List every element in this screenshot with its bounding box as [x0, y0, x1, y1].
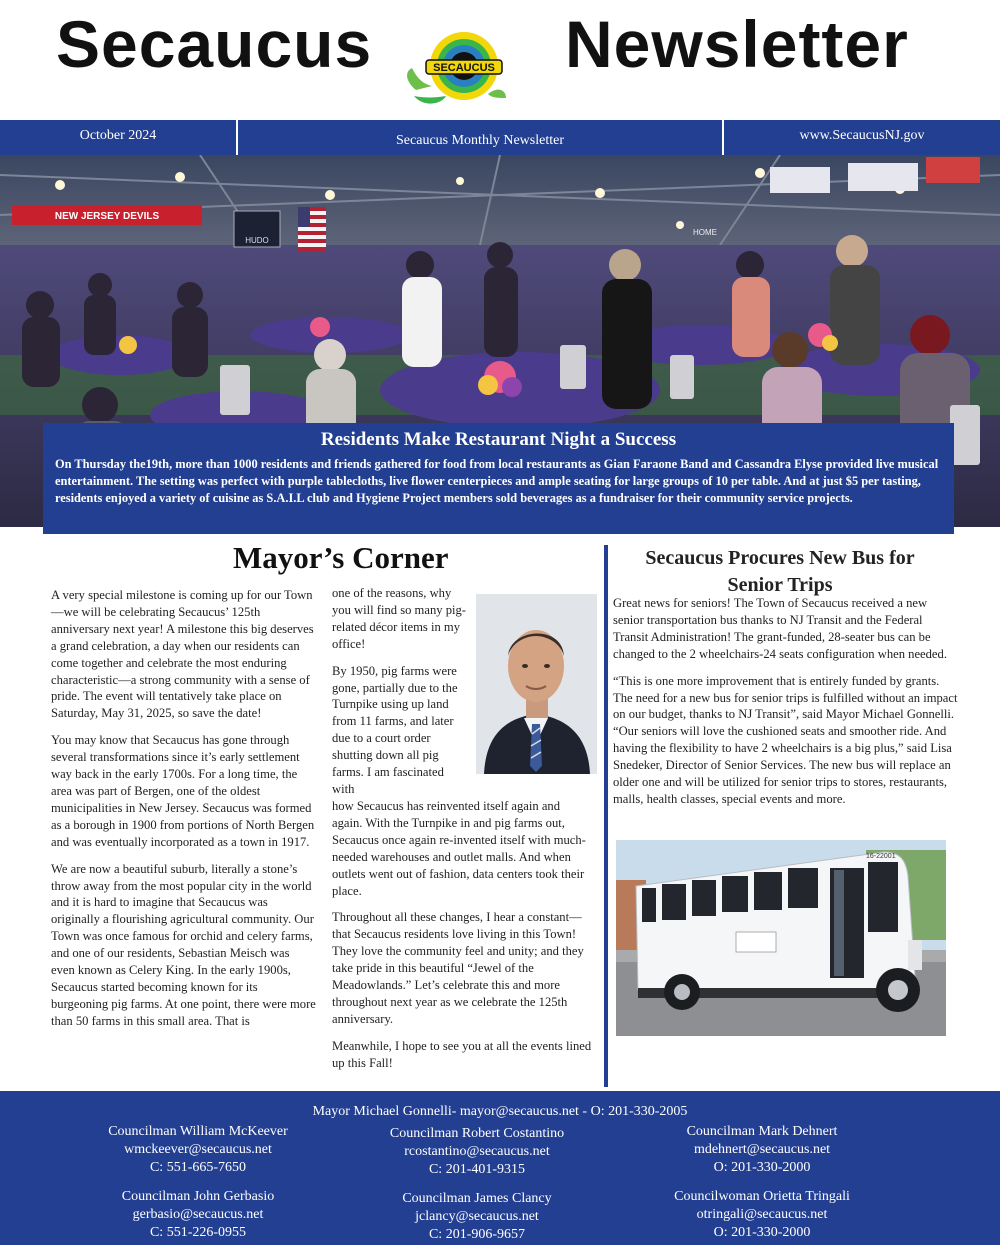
council-phone: C: 551-226-0955 [149, 1225, 247, 1240]
council-name: Councilman Robert Costantino [389, 1126, 565, 1141]
council-contact-clancy [327, 1190, 627, 1244]
council-name: Councilman John Gerbasio [121, 1189, 275, 1204]
bus-article-heading: Secaucus Procures New Bus for Senior Trips [645, 547, 915, 596]
bus-number-text: 16-22001 [866, 853, 896, 860]
masthead-title-right: Newsletter [565, 7, 909, 81]
council-contact-dehnert [612, 1123, 912, 1177]
mayor-paragraph-5: By 1950, pig farms were gone, partially due to the Turnpike using up land from 11 farms, and later due to a court order shutting down all pig farms. I am fascinated with [332, 663, 458, 796]
bus-paragraph-1: Great news for seniors! The Town of Secaucus received a new senior transportation bus thanks to NJ Transit and the Federal Transit Administration! The grant-funded, 28-seater bus can be changed to the 2 wheelchairs-24 seats configuration when needed. [613, 596, 947, 661]
contact-footer [0, 1091, 1000, 1245]
council-phone: O: 201-330-2000 [713, 1160, 811, 1175]
council-contact-costantino [327, 1125, 627, 1179]
mayors-corner-heading: Mayor’s Corner [233, 540, 449, 575]
council-name: Councilman Mark Dehnert [686, 1124, 838, 1139]
mayor-paragraph-1: A very special milestone is coming up for our Town—we will be celebrating Secaucus’ 125th anniversary next year! A milestone this big deserves a grand celebration, a day when our residents can come together and celebrate the most enduring characteristic—a strong community with a sense of pride. The event will tentatively take place on Saturday, May 31, 2025, so save the date! [51, 588, 314, 721]
mayor-paragraph-7: Throughout all these changes, I hear a constant—that Secaucus residents love living in this Town! They love the community feel and unity; and they take pride in this beautiful “Jewel of the Meadowlands.” Let’s celebrate this and more throughout next year as we celebrate the 125th anniversary. [332, 910, 584, 1026]
feature-title: Residents Make Restaurant Night a Success [320, 429, 677, 450]
council-contact-tringali [612, 1188, 912, 1242]
issue-date: October 2024 [0, 120, 238, 155]
council-name: Councilwoman Orietta Tringali [674, 1189, 850, 1204]
mayor-column-2-bottom [332, 798, 592, 1082]
mayor-column-1 [51, 587, 316, 1040]
masthead [0, 0, 1000, 118]
feature-caption-box [43, 423, 954, 534]
council-email[interactable]: wmckeever@secaucus.net [124, 1142, 272, 1157]
council-email[interactable]: otringali@secaucus.net [696, 1207, 828, 1222]
council-name: Councilman James Clancy [402, 1191, 552, 1206]
council-name: Councilman William McKeever [108, 1124, 288, 1139]
feature-body: On Thursday the19th, more than 1000 residents and friends gathered for food from local restaurants as Gian Faraone Band and Cassandra Elyse provided live musical entertainment. The setting was perfect with purple tablecloths, live flower centerpieces and ample seating for large groups of 10 per table. And at just $5 per tasting, residents enjoyed a variety of cuisine as S.A.I.L club and Hygiene Project members sold beverages as a fundraiser for their community service projects. [55, 457, 939, 505]
hudo-sign-text: HUDO [245, 236, 269, 245]
council-email[interactable]: jclancy@secaucus.net [415, 1209, 539, 1224]
bus-article-column [613, 595, 958, 818]
website-link[interactable]: www.SecaucusNJ.gov [799, 127, 925, 143]
council-phone: C: 201-906-9657 [428, 1227, 526, 1242]
mayor-paragraph-6: how Secaucus has reinvented itself again and again. With the Turnpike in and pig farms out, Secaucus once again re-invented itself with much-needed warehouses and outlet malls. And when outlets went out of fashion, data centers took their place. [332, 799, 586, 898]
bus-paragraph-2: “This is one more improvement that is entirely funded by grants. The need for a new bus for senior trips is fulfilled without an impact on our budget, thanks to NJ Transit”, said Mayor Michael Gonnelli. “Our seniors will love the cushioned seats and smoother ride. And having the flexibility to have 2 wheelchairs is a big plus,” said Lisa Snedeker, Director of Senior Services. The new bus will replace an older one and will be utilized for senior trips to stores, restaurants, malls, health classes, special events and more. [613, 673, 958, 806]
masthead-title-left: Secaucus [56, 7, 373, 81]
council-phone: C: 551-665-7650 [149, 1160, 247, 1175]
column-divider [604, 545, 608, 1087]
mayor-portrait-photo [476, 594, 597, 774]
council-email[interactable]: rcostantino@secaucus.net [404, 1144, 550, 1159]
footer-mayor-contact: Mayor Michael Gonnelli- mayor@secaucus.net - O: 201-330-2005 [312, 1104, 688, 1119]
info-bar [0, 120, 1000, 155]
home-sign-text: HOME [693, 228, 717, 237]
council-contact-gerbasio [48, 1188, 348, 1242]
secaucus-logo [402, 24, 520, 114]
mayor-paragraph-2: You may know that Secaucus has gone through several transformations since it’s early settlement way back in the early 1700s. For a long time, the area was part of Bergen, one of the oldest municipalities in New Jersey. Secaucus was formed as a borough in 1900 from portions of North Bergen and was eventually incorporated as a town in 1917. [51, 733, 315, 849]
council-phone: O: 201-330-2000 [713, 1225, 811, 1240]
council-phone: C: 201-401-9315 [428, 1162, 526, 1177]
senior-bus-photo [616, 840, 946, 1036]
newsletter-subtitle: Secaucus Monthly Newsletter [238, 120, 724, 155]
council-email[interactable]: gerbasio@secaucus.net [132, 1207, 264, 1222]
mayor-paragraph-8: Meanwhile, I hope to see you at all the events lined up this Fall! [332, 1038, 592, 1070]
mayor-column-2-top [332, 585, 467, 798]
logo-text: SECAUCUS [433, 62, 495, 74]
mayor-paragraph-3: We are now a beautiful suburb, literally a stone’s throw away from the most popular city in the world and it is hard to imagine that Secaucus was originally a flourishing agricultural community. Our Town was once famous for orchid and celery farms, and one of our residents, Sebastian Meisch was even known as Celery King. In the early 1900s, Secaucus started becoming known for its burgeoning pig farms. At one point, there were more than 50 farms in this small area. That is [51, 861, 316, 1028]
mayor-paragraph-4: one of the reasons, why you will find so many pig-related décor items in my office! [332, 586, 466, 651]
council-email[interactable]: mdehnert@secaucus.net [693, 1142, 831, 1157]
council-contact-mckeever [48, 1123, 348, 1177]
devils-banner-text: NEW JERSEY DEVILS [54, 211, 160, 222]
